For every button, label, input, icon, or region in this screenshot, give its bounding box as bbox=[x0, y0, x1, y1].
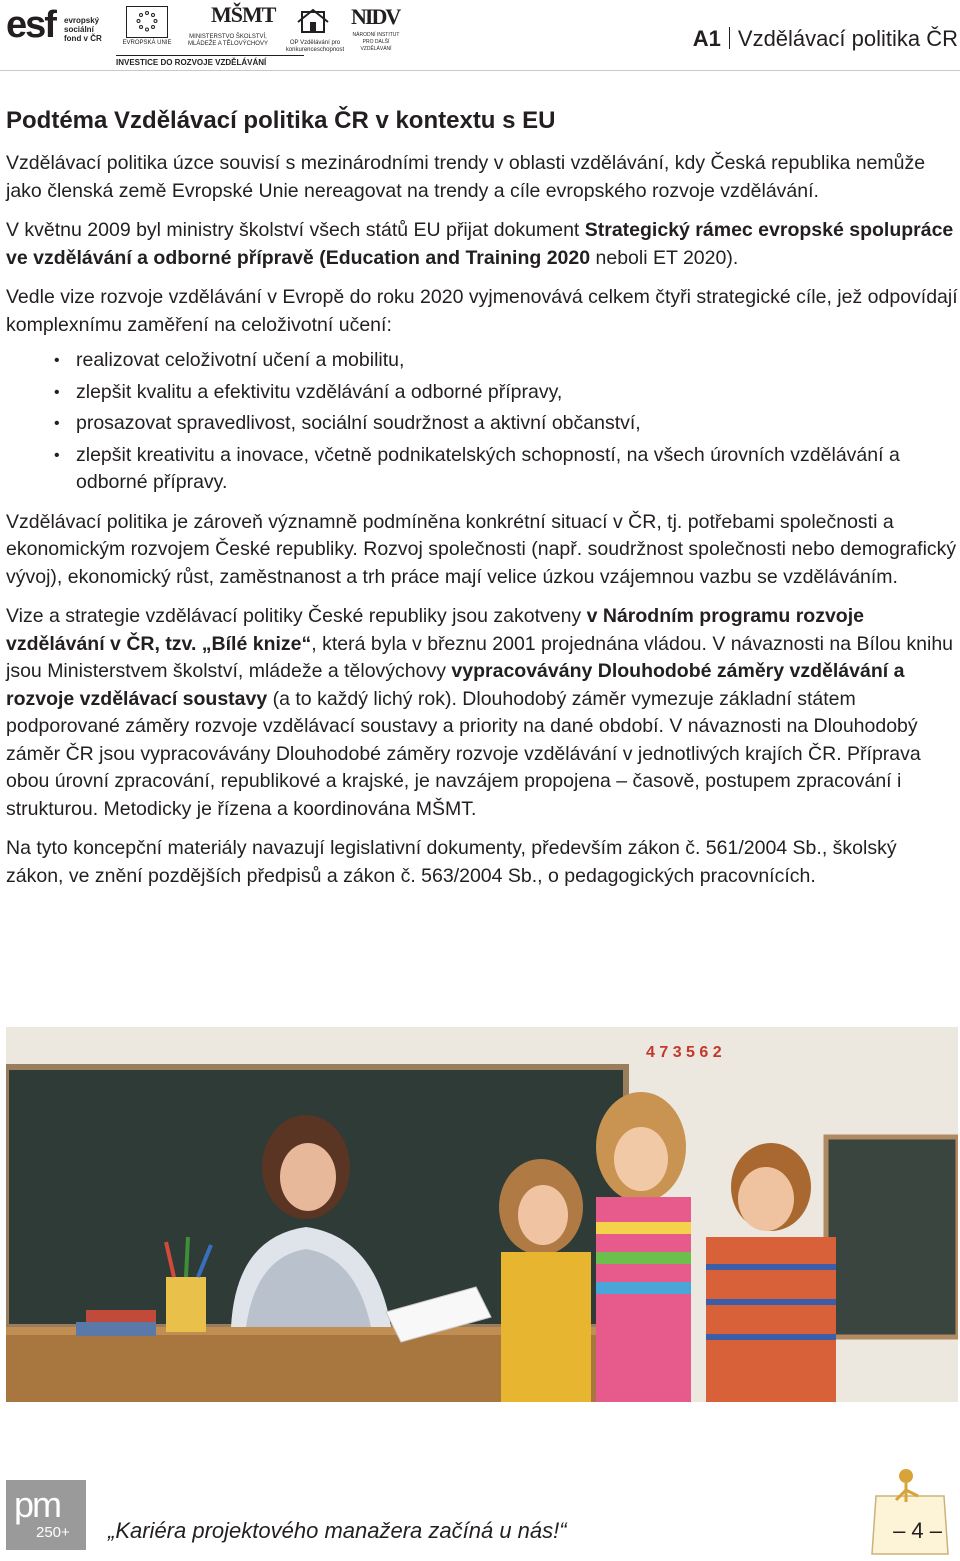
op-caption: OP Vzdělávání pro konkurenceschopnost bbox=[285, 40, 345, 53]
paragraph-text: , která byla v březnu 2001 projednána vládou. V návaznosti na Bílou knihu jsou Ministerstvem školství, mládeže a tělovýchovy bbox=[6, 632, 954, 682]
paragraph-text: neboli ET 2020). bbox=[590, 246, 739, 269]
paragraph-national-context: Vzdělávací politika je zároveň významně podmíněna konkrétní situací v ČR, tj. potřebami společnosti a ekonomickým rozvojem České republiky. Rozvoj společnosti (např. soudržnost společnosti nebo demografický vývoj), ekonomický růst, zaměstnanost a trh práce mají velice úzkou vzájemnou vazbu se vzděláváním. bbox=[6, 510, 957, 588]
pm250-logo bbox=[6, 1480, 86, 1550]
footer-slogan: „Kariéra projektového manažera začíná u nás!“ bbox=[108, 1518, 567, 1543]
paragraph-goals-intro: Vedle vize rozvoje vzdělávání v Evropě do roku 2020 vyjmenovává celkem čtyři strategické cíle, jež odpovídají komplexnímu zaměření na celoživotní učení: bbox=[6, 286, 958, 336]
pm-logo-text: pm bbox=[14, 1484, 61, 1525]
header-logos bbox=[6, 2, 406, 70]
eu-caption: EVROPSKÁ UNIE bbox=[122, 40, 172, 46]
esf-logo-caption: evropský sociální fond v ČR bbox=[64, 16, 102, 43]
paragraph-text: (a to každý lichý rok). Dlouhodobý záměr vymezuje základní státem podporované záměry rozvoje vzdělávací soustavy a priority na dané období. V návaznosti na Dlouhodobý záměr ČR jsou vypracovávány Dlouhodobé záměry rozvoje vzdělávání v jednotlivých krajích ČR. Příprava obou úrovní zpracování, republikové a krajské, je navzájem propojena – časově, postupem zpracování i strukturou. Metodicky je řízena a koordinována MŠMT. bbox=[6, 687, 921, 820]
paragraph-legislation: Na tyto koncepční materiály navazují legislativní dokumenty, především zákon č. 561/2004 Sb., školský zákon, ve znění pozdějších předpisů a zákon č. 563/2004 Sb., o pedagogických pracovnících. bbox=[6, 837, 897, 887]
paragraph-white-paper bbox=[6, 603, 958, 823]
paragraph-strategic-framework bbox=[6, 217, 958, 272]
list-item: • zlepšit kvalitu a efektivitu vzdělávání a odborné přípravy, bbox=[6, 379, 958, 407]
board-digits: 4 7 3 5 6 2 bbox=[646, 1044, 722, 1061]
esf-logo: esf bbox=[6, 4, 55, 46]
classroom-photo bbox=[6, 1027, 958, 1402]
page-heading: Podtéma Vzdělávací politika ČR v kontextu s EU bbox=[6, 107, 556, 134]
section-header bbox=[693, 26, 958, 52]
strategic-goals-list bbox=[6, 347, 958, 497]
invest-banner: INVESTICE DO ROZVOJE VZDĚLÁVÁNÍ bbox=[116, 55, 304, 70]
msmt-logo: MŠMT bbox=[211, 2, 276, 27]
header-separator bbox=[729, 27, 730, 49]
pm-logo-number: 250+ bbox=[36, 1524, 70, 1541]
page-number: – 4 – bbox=[893, 1518, 942, 1543]
paragraph-text: Vize a strategie vzdělávací politiky České republiky jsou zakotveny bbox=[6, 605, 587, 627]
paragraph-intro: Vzdělávací politika úzce souvisí s mezinárodními trendy v oblasti vzdělávání, kdy Česká republika nemůže jako členská země Evropské Unie nereagovat na trendy a cíle evropského rozvoje vzdělávání. bbox=[6, 152, 926, 202]
paragraph-bold: v Národním programu rozvoje vzdělávání v ČR, tzv. „Bílé knize“ bbox=[6, 605, 864, 655]
list-item: • prosazovat spravedlivost, sociální soudržnost a aktivní občanství, bbox=[6, 410, 958, 438]
op-logo bbox=[296, 8, 330, 38]
header-divider bbox=[0, 70, 960, 71]
list-item: • zlepšit kreativitu a inovace, včetně podnikatelských schopností, na všech úrovních vzdělávání a odborné přípravy. bbox=[6, 442, 958, 497]
msmt-caption: MINISTERSTVO ŠKOLSTVÍ, MLÁDEŽE A TĚLOVÝCHOVY bbox=[188, 34, 268, 47]
section-code: A1 bbox=[692, 26, 721, 51]
nidv-logo: NIDV bbox=[351, 4, 400, 29]
eu-flag-logo bbox=[126, 6, 168, 38]
main-content bbox=[6, 106, 958, 902]
nidv-caption: NÁRODNÍ INSTITUT PRO DALŠÍ VZDĚLÁVÁNÍ bbox=[352, 32, 400, 52]
paragraph-bold: vypracovávány Dlouhodobé záměry vzdělávání a rozvoje vzdělávací soustavy bbox=[6, 660, 905, 710]
list-item: • realizovat celoživotní učení a mobilitu, bbox=[6, 347, 958, 375]
section-title: Vzdělávací politika ČR bbox=[737, 26, 958, 51]
paragraph-bold: Strategický rámec evropské spolupráce ve vzdělávání a odborné přípravě (Education and Training 2020 bbox=[6, 219, 954, 269]
paragraph-text: V květnu 2009 byl ministry školství všech států EU přijat dokument bbox=[6, 219, 585, 241]
